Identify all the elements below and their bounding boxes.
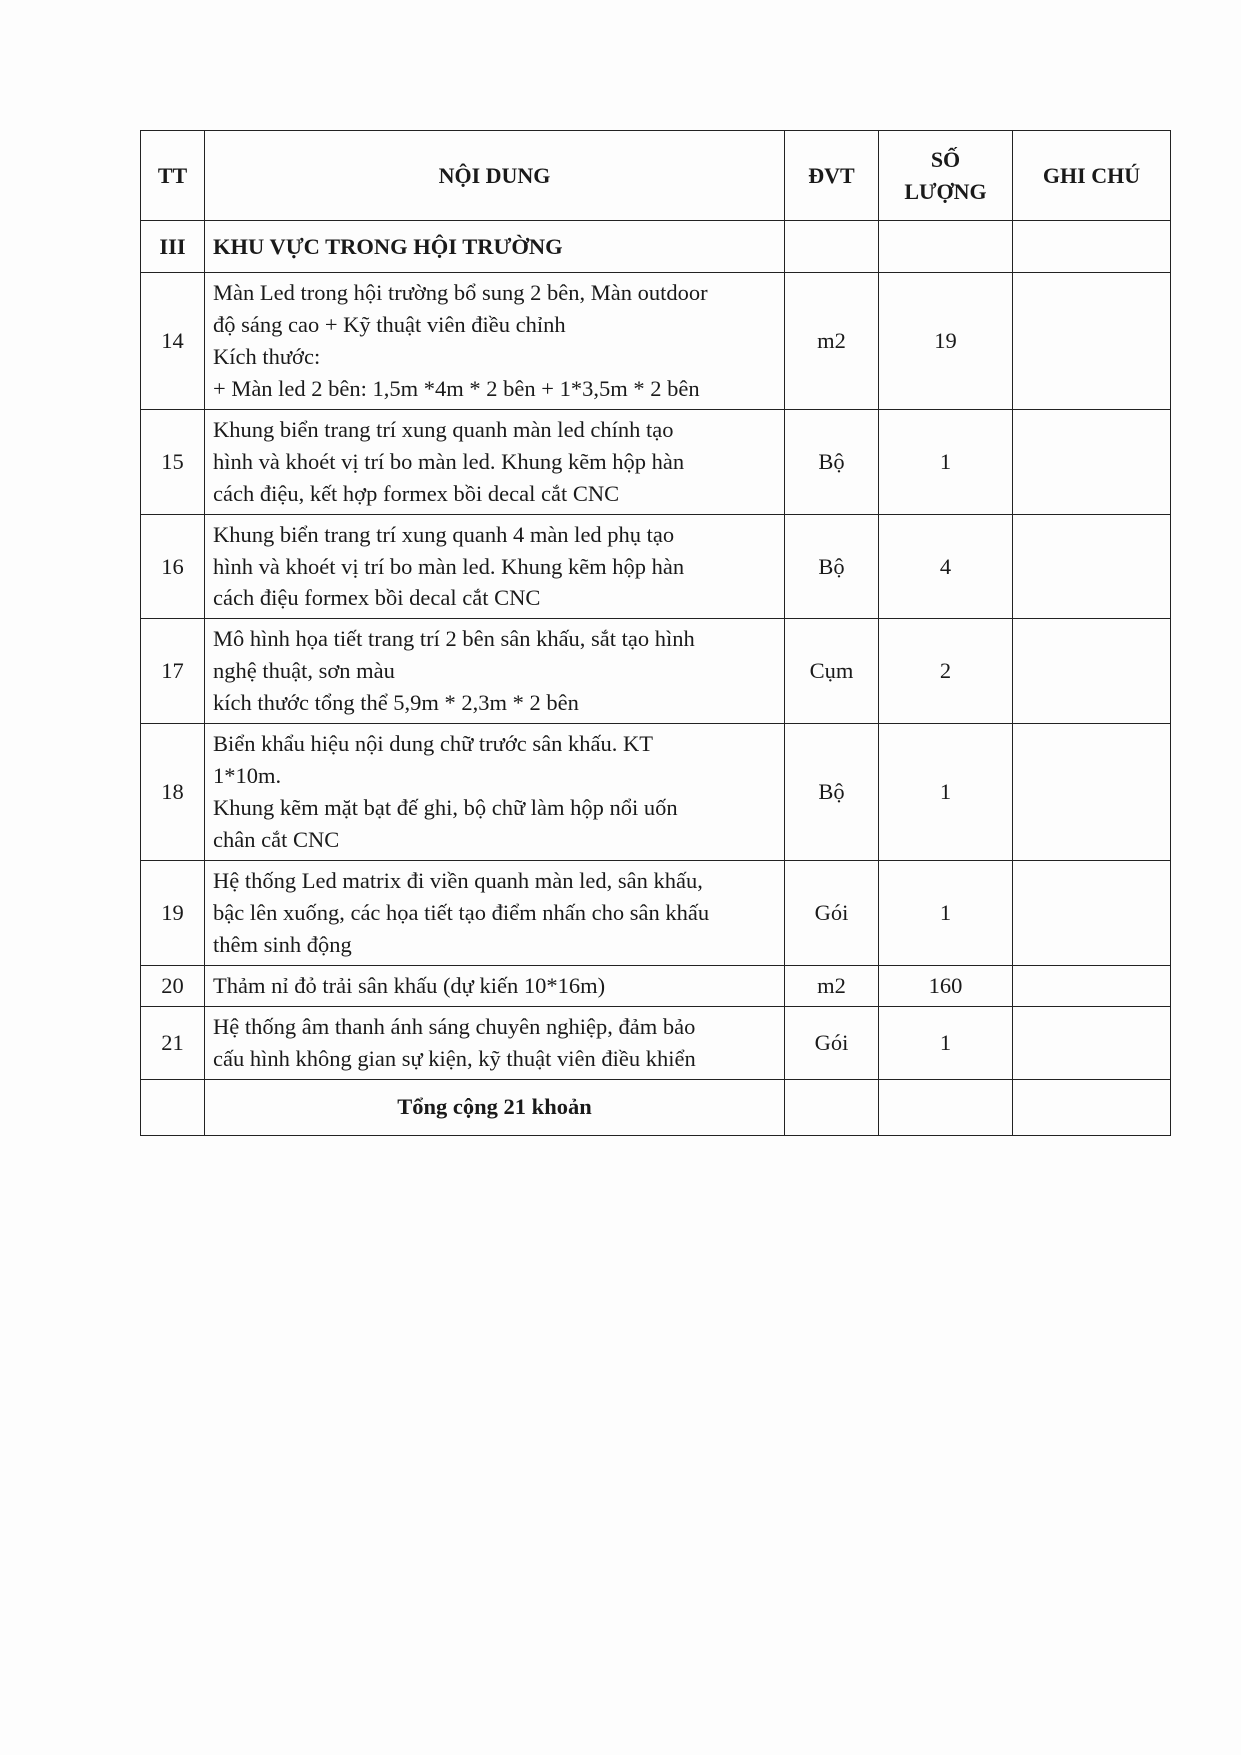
row-unit: Bộ: [785, 514, 879, 619]
row-content-line: hình và khoét vị trí bo màn led. Khung kẽm hộp hàn: [213, 553, 685, 579]
section-unit-cell: [785, 221, 879, 273]
row-quantity: 4: [879, 514, 1013, 619]
row-quantity: 1: [879, 1006, 1013, 1079]
row-quantity: 2: [879, 619, 1013, 724]
row-content-line: cách điệu, kết hợp formex bồi decal cắt CNC: [213, 480, 620, 506]
table-row: [141, 724, 1171, 861]
row-content: [205, 1006, 785, 1079]
table-row: [141, 965, 1171, 1006]
row-note: [1013, 965, 1171, 1006]
total-unit-cell: [785, 1079, 879, 1135]
row-content-line: thêm sinh động: [213, 931, 352, 957]
header-qty: [879, 131, 1013, 221]
row-note: [1013, 273, 1171, 410]
total-label: Tổng cộng 21 khoản: [205, 1079, 785, 1135]
row-content-line: chân cắt CNC: [213, 827, 340, 852]
header-qty-line2: LƯỢNG: [904, 178, 987, 204]
row-unit: Gói: [785, 1006, 879, 1079]
row-number: 14: [141, 273, 205, 410]
row-content: [205, 409, 785, 514]
row-quantity: 1: [879, 724, 1013, 861]
table-row: [141, 409, 1171, 514]
header-qty-line1: SỐ: [930, 147, 961, 173]
table-row: [141, 619, 1171, 724]
section-row: [141, 221, 1171, 273]
row-number: 17: [141, 619, 205, 724]
row-content-line: kích thước tổng thể 5,9m * 2,3m * 2 bên: [213, 690, 579, 716]
row-content-line: hình và khoét vị trí bo màn led. Khung kẽm hộp hàn: [213, 448, 685, 474]
row-quantity: 19: [879, 273, 1013, 410]
row-number: 15: [141, 409, 205, 514]
row-number: 20: [141, 965, 205, 1006]
row-quantity: 1: [879, 860, 1013, 965]
row-number: 18: [141, 724, 205, 861]
header-unit: ĐVT: [785, 131, 879, 221]
table-row: [141, 273, 1171, 410]
row-note: [1013, 860, 1171, 965]
row-content-line: + Màn led 2 bên: 1,5m *4m * 2 bên + 1*3,5m * 2 bên: [213, 375, 700, 401]
row-note: [1013, 619, 1171, 724]
row-content-line: cách điệu formex bồi decal cắt CNC: [213, 585, 541, 611]
row-content-line: Hệ thống Led matrix đi viền quanh màn led, sân khấu,: [213, 867, 703, 893]
row-content-line: cấu hình không gian sự kiện, kỹ thuật viên điều khiển: [213, 1045, 696, 1071]
total-tt-cell: [141, 1079, 205, 1135]
row-content: [205, 514, 785, 619]
row-quantity: 160: [879, 965, 1013, 1006]
header-content: NỘI DUNG: [205, 131, 785, 221]
row-content-line: Khung kẽm mặt bạt đế ghi, bộ chữ làm hộp nổi uốn: [213, 795, 678, 821]
table-row: [141, 1006, 1171, 1079]
row-content-line: Màn Led trong hội trường bổ sung 2 bên, Màn outdoor: [213, 280, 708, 305]
row-content-line: Hệ thống âm thanh ánh sáng chuyên nghiệp, đảm bảo: [213, 1013, 696, 1039]
row-note: [1013, 409, 1171, 514]
row-note: [1013, 514, 1171, 619]
row-note: [1013, 724, 1171, 861]
header-tt: TT: [141, 131, 205, 221]
row-unit: Bộ: [785, 409, 879, 514]
section-title: KHU VỰC TRONG HỘI TRƯỜNG: [205, 221, 785, 273]
row-content-line: Thảm nỉ đỏ trải sân khấu (dự kiến 10*16m): [213, 972, 606, 998]
row-content: [205, 724, 785, 861]
row-content-line: nghệ thuật, sơn màu: [213, 658, 395, 684]
row-quantity: 1: [879, 409, 1013, 514]
row-number: 16: [141, 514, 205, 619]
row-number: 21: [141, 1006, 205, 1079]
section-number: III: [141, 221, 205, 273]
table-row: [141, 514, 1171, 619]
row-note: [1013, 1006, 1171, 1079]
row-content: [205, 965, 785, 1006]
total-note-cell: [1013, 1079, 1171, 1135]
table-header-row: [141, 131, 1171, 221]
row-content-line: độ sáng cao + Kỹ thuật viên điều chỉnh: [213, 311, 566, 337]
table-row: [141, 860, 1171, 965]
total-row: [141, 1079, 1171, 1135]
row-unit: m2: [785, 965, 879, 1006]
items-table: [140, 130, 1171, 1136]
row-content-line: Kích thước:: [213, 343, 321, 369]
row-number: 19: [141, 860, 205, 965]
row-unit: Gói: [785, 860, 879, 965]
row-content-line: Khung biển trang trí xung quanh màn led chính tạo: [213, 416, 674, 442]
row-content: [205, 619, 785, 724]
row-content: [205, 860, 785, 965]
section-qty-cell: [879, 221, 1013, 273]
total-qty-cell: [879, 1079, 1013, 1135]
row-unit: Bộ: [785, 724, 879, 861]
section-note-cell: [1013, 221, 1171, 273]
row-content-line: 1*10m.: [213, 763, 282, 789]
row-content: [205, 273, 785, 410]
row-content-line: Biển khẩu hiệu nội dung chữ trước sân khấu. KT: [213, 731, 653, 757]
row-content-line: Khung biển trang trí xung quanh 4 màn led phụ tạo: [213, 521, 675, 547]
row-content-line: bậc lên xuống, các họa tiết tạo điểm nhấn cho sân khấu: [213, 899, 710, 925]
row-content-line: Mô hình họa tiết trang trí 2 bên sân khấu, sắt tạo hình: [213, 626, 695, 652]
header-note: GHI CHÚ: [1013, 131, 1171, 221]
row-unit: Cụm: [785, 619, 879, 724]
row-unit: m2: [785, 273, 879, 410]
